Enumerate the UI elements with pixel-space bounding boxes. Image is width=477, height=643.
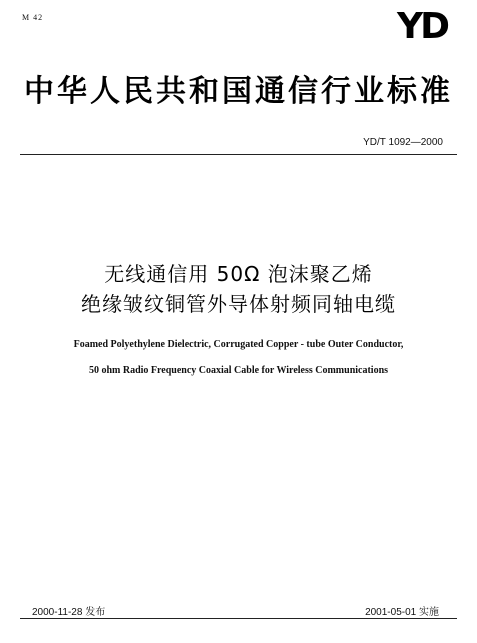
standard-number: YD/T 1092—2000 [363,137,443,148]
header-divider [20,154,457,155]
implementation-date: 2001-05-01 实施 [365,607,439,618]
issue-date: 2000-11-28 发布 [32,607,106,618]
classification-code: M 42 [22,13,44,22]
yd-logo: YD [397,6,447,47]
english-title-line-1: Foamed Polyethylene Dielectric, Corrugated Copper - tube Outer Conductor, [73,339,404,350]
chinese-title-line-1: 无线通信用 50Ω 泡沫聚乙烯 [104,262,373,286]
footer-divider [20,618,457,619]
chinese-title-line-2: 绝缘皱纹铜管外导体射频同轴电缆 [81,292,396,316]
english-title-line-2: 50 ohm Radio Frequency Coaxial Cable for Wireless Communications [88,365,389,376]
standard-title: 中华人民共和国通信行业标准 [24,74,453,109]
